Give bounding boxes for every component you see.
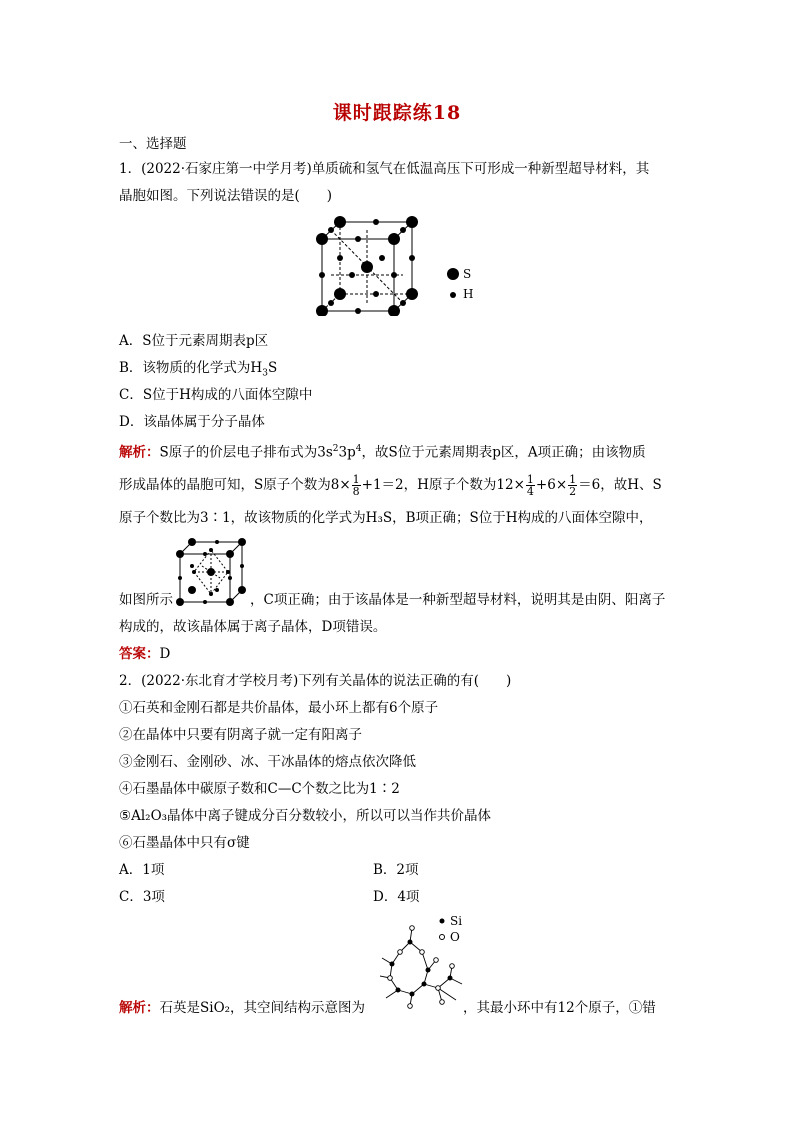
h3s-unit-cell-figure — [312, 212, 420, 316]
page-title: 课时跟踪练18 — [332, 102, 462, 124]
q1-analysis-line2: 形成晶体的晶胞可知，S原子个数为8× $\frac{1}{8}$ +1＝2，H原子个数为12× $\frac{1}{4}$ +6× $\frac{1}{2}$ ＝6，故H、S — [119, 473, 662, 498]
section-heading: 一、选择题 — [119, 136, 187, 152]
q1-stem-line1: 1．(2022·石家庄第一中学月考)单质硫和氢气在低温高压下可形成一种新型超导材料，其 — [119, 161, 650, 177]
q2-analysis: 解析：石英是SiO₂，其空间结构示意图为 ，其最小环中有12个原子，①错 — [119, 1000, 656, 1016]
q1-analysis-line3: 原子个数比为3∶1，故该物质的化学式为H₃S，B项正确；S位于H构成的八面体空隙中， — [119, 510, 653, 526]
legend-h-label: H — [463, 287, 474, 301]
legend-o-marker — [440, 935, 445, 940]
q1-option-a: A．S位于元素周期表p区 — [119, 333, 269, 349]
q2-option-b: B．2项 — [373, 862, 419, 878]
q2-item-2: ②在晶体中只要有阴离子就一定有阳离子 — [119, 727, 362, 743]
legend-s-marker — [447, 268, 459, 280]
q2-option-a: A．1项 — [119, 862, 165, 878]
q2-item-4: ④石墨晶体中碳原子数和C—C个数之比为1∶2 — [119, 781, 400, 797]
q2-item-3: ③金刚石、金刚砂、冰、干冰晶体的熔点依次降低 — [119, 754, 416, 770]
legend-s-label: S — [463, 267, 472, 281]
q2-option-c: C．3项 — [119, 889, 165, 905]
q1-option-d: D．该晶体属于分子晶体 — [119, 414, 265, 430]
legend-si-label: Si — [450, 914, 463, 928]
q2-item-1: ①石英和金刚石都是共价晶体，最小环上都有6个原子 — [119, 700, 439, 716]
legend-o-label: O — [450, 930, 460, 944]
legend-si-marker — [440, 919, 445, 924]
q2-item-6: ⑥石墨晶体中只有σ键 — [119, 835, 250, 851]
q2-stem: 2．(2022·东北育才学校月考)下列有关晶体的说法正确的有( ) — [119, 673, 512, 689]
q1-answer: 答案：D — [119, 646, 171, 662]
q1-option-c: C．S位于H构成的八面体空隙中 — [119, 387, 313, 403]
legend-markers — [444, 266, 464, 302]
q2-item-5: ⑤Al₂O₃晶体中离子键成分百分数较小，所以可以当作共价晶体 — [119, 808, 492, 824]
q1-analysis-line1: 解析：S原子的价层电子排布式为$3s^23p^4$，故S位于元素周期表p区，A项正确；由该物质 — [119, 444, 646, 461]
q1-analysis-line4: 如图所示 ，C项正确；由于该晶体是一种新型超导材料，说明其是由阴、阳离子 — [119, 592, 666, 608]
q1-stem-line2: 晶胞如图。下列说法错误的是( ) — [119, 188, 333, 204]
q2-option-d: D．4项 — [373, 889, 420, 905]
q1-option-b: B．该物质的化学式为$H_3S$ — [119, 360, 278, 379]
q1-analysis-line5: 构成的，故该晶体属于离子晶体，D项错误。 — [119, 619, 387, 635]
legend-h-marker — [450, 292, 456, 298]
